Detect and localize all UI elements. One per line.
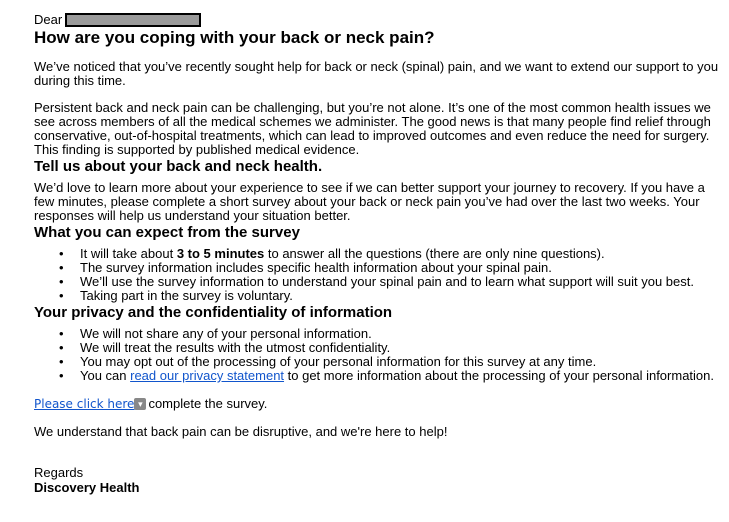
signoff-text: Regards [34, 465, 84, 480]
list-item [34, 369, 724, 383]
section-heading-tell-us: Tell us about your back and neck health. [34, 158, 323, 175]
expect-list [34, 247, 724, 303]
list-item: • Taking part in the survey is voluntary. [34, 289, 724, 303]
list-item: • We will not share any of your personal information. [34, 327, 724, 341]
section-heading-expect: What you can expect from the survey [34, 224, 300, 241]
greeting-text: Dear [34, 12, 63, 27]
signature [34, 465, 724, 495]
list-item [34, 247, 724, 261]
list-item: • We will treat the results with the utmost confidentiality. [34, 341, 724, 355]
pain-info-paragraph: Persistent back and neck pain can be challenging, but you’re not alone. It’s one of the most common health issues we see across members of all the medical schemes we administer. The good news is that many people find relief through conservative, out-of-hospital treatments, which can lead to improved outcomes and even reduce the need for surgery. This finding is supported by published medical evidence. [34, 100, 711, 157]
cta-text: complete the survey. [148, 396, 268, 411]
tell-us-paragraph: We’d love to learn more about your experience to see if we can better support your journey to recovery. If you have a few minutes, please complete a short survey about your back or neck pain you’ve had over the last two weeks. Your responses will help us understand your situation better. [34, 180, 705, 223]
section-heading-privacy: Your privacy and the confidentiality of information [34, 304, 393, 321]
list-item-text: to answer all the questions (there are only nine questions). [264, 246, 605, 261]
list-item-text: to get more information about the processing of your personal information. [284, 368, 714, 383]
closing-paragraph: We understand that back pain can be disruptive, and we're here to help! [34, 424, 448, 439]
list-item: • The survey information includes specific health information about your spinal pain. [34, 261, 724, 275]
email-body [34, 12, 724, 495]
image-placeholder-icon[interactable]: ▾ [134, 398, 146, 410]
list-item: • We’ll use the survey information to understand your spinal pain and to learn what support will suit you best. [34, 275, 724, 289]
redacted-name [65, 13, 201, 27]
privacy-list [34, 327, 724, 383]
intro-paragraph: We’ve noticed that you’ve recently sought help for back or neck (spinal) pain, and we want to extend our support to you during this time. [34, 59, 719, 88]
list-item-text: It will take about [80, 246, 177, 261]
greeting-line [34, 12, 724, 28]
list-item-text: You can [80, 368, 131, 383]
survey-cta [34, 396, 724, 412]
email-title: How are you coping with your back or neck pain? [34, 28, 435, 47]
survey-link[interactable]: Please click here [34, 397, 135, 411]
duration-emphasis: 3 to 5 minutes [176, 246, 265, 261]
privacy-statement-link[interactable]: read our privacy statement [130, 368, 285, 383]
company-name: Discovery Health [34, 480, 140, 495]
list-item: • You may opt out of the processing of your personal information for this survey at any time. [34, 355, 724, 369]
